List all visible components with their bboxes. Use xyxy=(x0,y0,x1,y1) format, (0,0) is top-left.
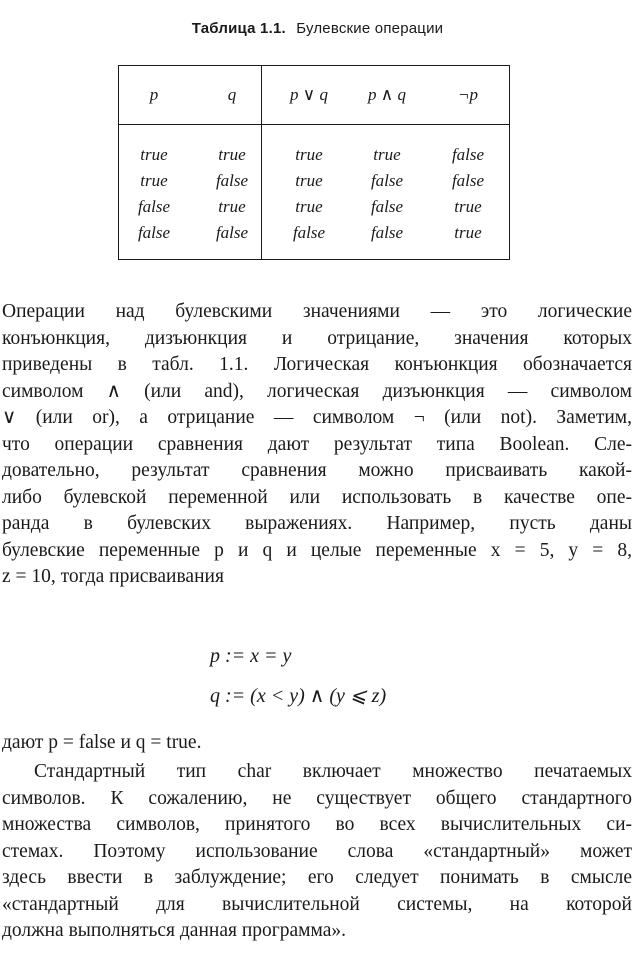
truth-table xyxy=(118,65,510,260)
paragraph-boolean-operations xyxy=(2,299,632,591)
text-line: ∨ (или or), а отрицание — символом ¬ (или not). Заметим, xyxy=(2,407,632,428)
table-cell: false xyxy=(137,197,171,216)
table-cell: false xyxy=(292,223,326,242)
header-not: ¬p xyxy=(458,85,478,104)
table-cell: true xyxy=(218,197,246,216)
text-line: что операции сравнения дают результат типа Boolean. Сле- xyxy=(2,433,632,455)
text-line: символов. К сожалению, не существует общего стандартного xyxy=(2,787,632,809)
table-cell: true xyxy=(295,171,323,190)
text-line: «стандартный для вычислительной системы, на которой xyxy=(2,893,632,915)
formula-p: p := x = y xyxy=(210,645,292,667)
text-line: z = 10, тогда присваивания xyxy=(2,566,224,587)
text-line: должна выполняться данная программа». xyxy=(2,920,346,941)
table-cell: true xyxy=(295,197,323,216)
text-line: довательно, результат сравнения можно присваивать какой- xyxy=(2,460,632,481)
text-line: символом ∧ (или and), логическая дизъюнкция — символом xyxy=(2,380,632,402)
table-cell: true xyxy=(218,145,246,164)
formula-result-line: дают p = false и q = true. xyxy=(2,732,202,753)
paragraph xyxy=(2,299,632,591)
table-cell: false xyxy=(215,223,249,242)
table-cell: true xyxy=(454,197,482,216)
text-line: ранда в булевских выражениях. Например, пусть даны xyxy=(2,513,632,534)
table-cell: true xyxy=(373,145,401,164)
table-cell: false xyxy=(370,171,404,190)
text-line: Стандартный тип char включает множество печатаемых xyxy=(34,761,632,782)
table-row xyxy=(119,194,509,220)
table-cell: false xyxy=(215,171,249,190)
text-line: конъюнкция, дизъюнкция и отрицание, значения которых xyxy=(2,327,632,349)
table-cell: true xyxy=(140,145,168,164)
table-row xyxy=(119,220,509,246)
table-caption-label: Таблица 1.1. xyxy=(191,20,286,37)
header-q: q xyxy=(227,85,237,104)
table-cell: false xyxy=(370,197,404,216)
text-line: булевские переменные p и q и целые переменные x = 5, y = 8, xyxy=(2,539,632,561)
table-caption xyxy=(0,20,635,37)
table-caption-title: Булевские операции xyxy=(296,20,444,37)
table-row xyxy=(119,142,509,168)
table-cell: false xyxy=(370,223,404,242)
text-line: либо булевской переменной или использовать в качестве опе- xyxy=(2,486,632,508)
table-row xyxy=(119,168,509,194)
table-cell: true xyxy=(295,145,323,164)
text-line: Операции над булевскими значениями — это логические xyxy=(2,301,632,322)
header-and: p ∧ q xyxy=(368,85,406,104)
table-cell: true xyxy=(140,171,168,190)
table-header-divider xyxy=(119,124,509,125)
table-cell: false xyxy=(451,171,485,190)
table-cell: true xyxy=(454,223,482,242)
formula-q: q := (x < y) ∧ (y ⩽ z) xyxy=(210,685,387,707)
table-cell: false xyxy=(451,145,485,164)
text-line: приведены в табл. 1.1. Логическая конъюнкция обозначается xyxy=(2,354,632,375)
text-line: стемах. Поэтому использование слова «стандартный» может xyxy=(2,840,632,862)
text-line: здесь ввести в заблуждение; его следует понимать в смысле xyxy=(2,867,632,888)
header-p: p xyxy=(149,85,159,104)
assignment-formulas xyxy=(210,636,386,716)
header-or: p ∨ q xyxy=(290,85,328,104)
paragraph-char-type xyxy=(2,759,632,945)
table-cell: false xyxy=(137,223,171,242)
text-line: множества символов, принятого во всех вычислительных си- xyxy=(2,814,632,835)
table-header-row xyxy=(119,82,509,108)
